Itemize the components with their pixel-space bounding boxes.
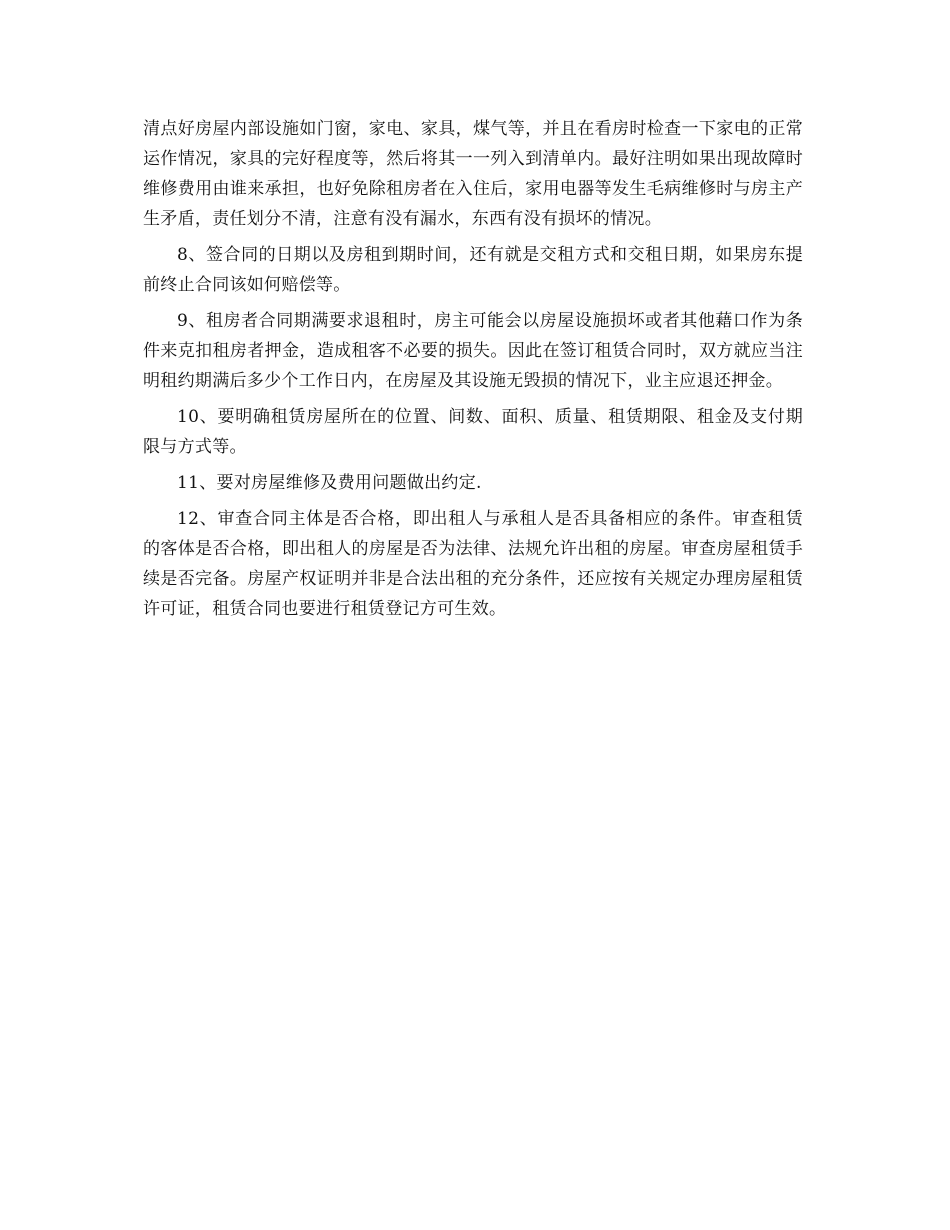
paragraph-inventory-check: 清点好房屋内部设施如门窗，家电、家具，煤气等，并且在看房时检查一下家电的正常运作情况，家具的完好程度等，然后将其一一列入到清单内。最好注明如果出现故障时维修费用由谁来承担，也好免除租房者在入住后，家用电器等发生毛病维修时与房主产生矛盾，责任划分不清，注意有没有漏水，东西有没有损坏的情况。 — [143, 119, 803, 229]
paragraph-item-8: 8、签合同的日期以及房租到期时间，还有就是交租方式和交租日期，如果房东提前终止合同该如何赔偿等。 — [143, 245, 803, 295]
paragraph-item-11: 11、要对房屋维修及费用问题做出约定. — [177, 473, 482, 493]
document-body — [143, 114, 803, 630]
paragraph-item-12: 12、审查合同主体是否合格，即出租人与承租人是否具备相应的条件。审查租赁的客体是否合格，即出租人的房屋是否为法律、法规允许出租的房屋。审查房屋租赁手续是否完备。房屋产权证明并非是合法出租的充分条件，还应按有关规定办理房屋租赁许可证，租赁合同也要进行租赁登记方可生效。 — [143, 509, 803, 619]
paragraph-item-9: 9、租房者合同期满要求退租时，房主可能会以房屋设施损坏或者其他藉口作为条件来克扣租房者押金，造成租客不必要的损失。因此在签订租赁合同时，双方就应当注明租约期满后多少个工作日内，在房屋及其设施无毁损的情况下，业主应退还押金。 — [143, 311, 803, 391]
paragraph-item-10: 10、要明确租赁房屋所在的位置、间数、面积、质量、租赁期限、租金及支付期限与方式等。 — [143, 407, 803, 457]
